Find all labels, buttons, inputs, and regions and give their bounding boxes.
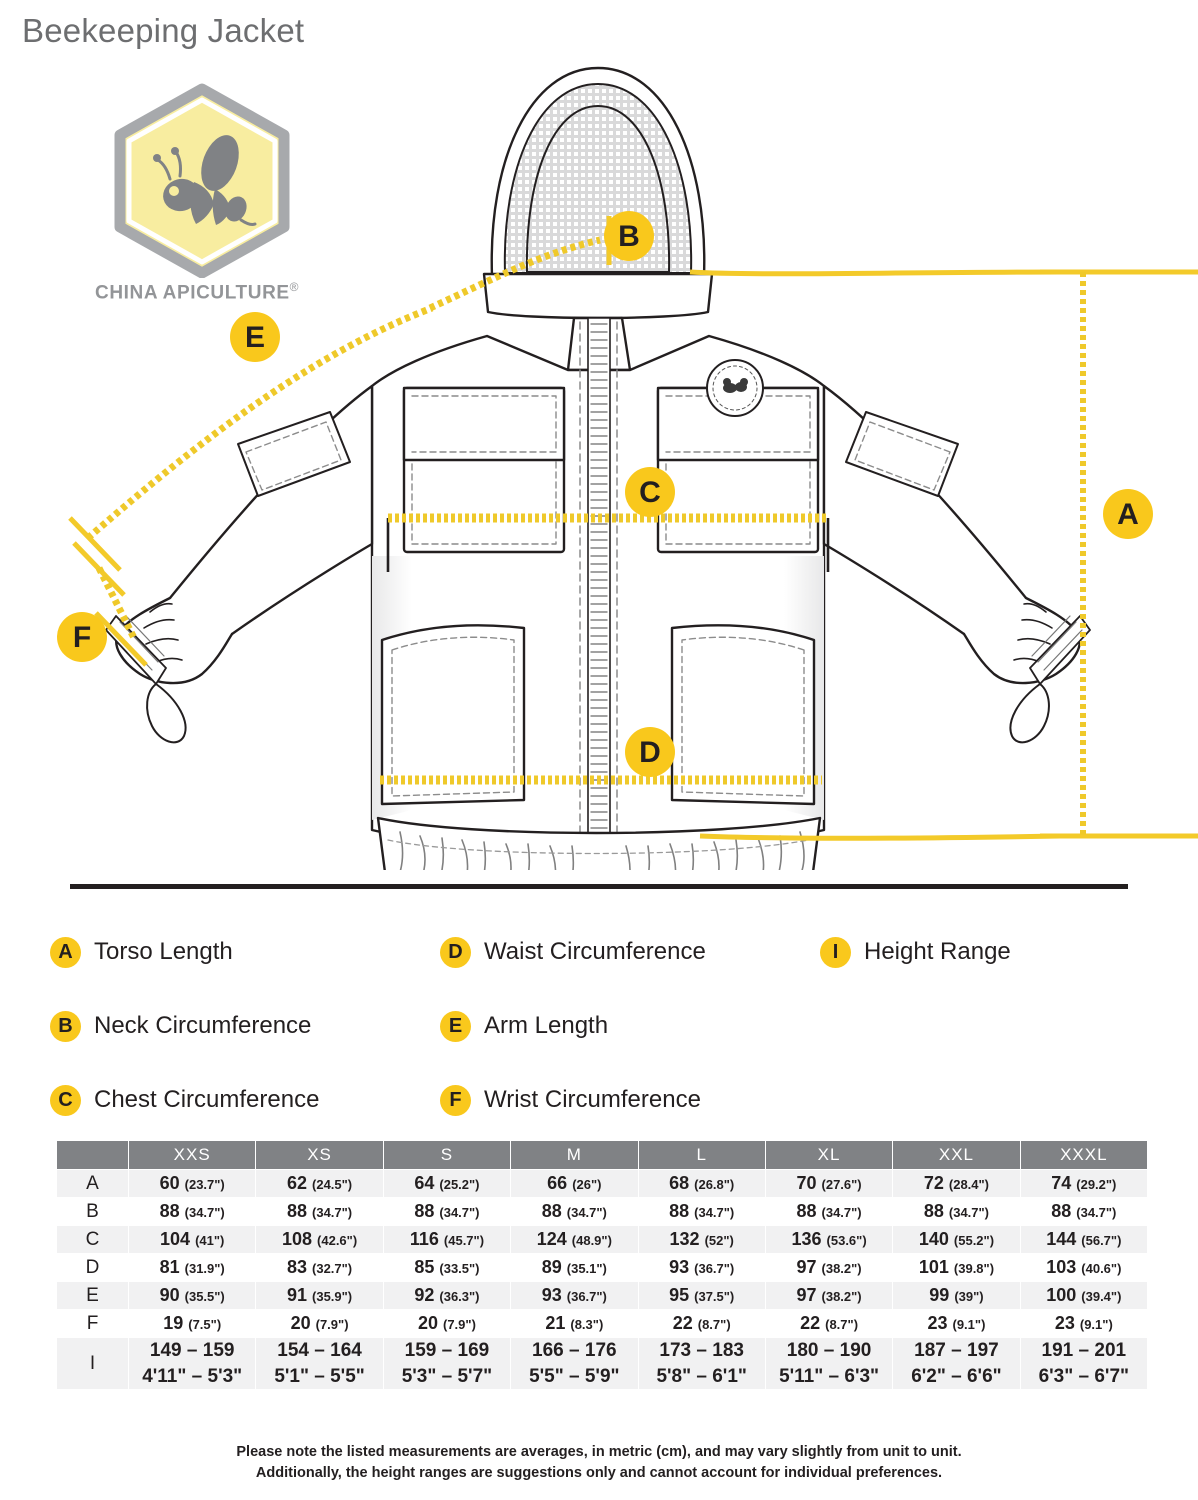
- size-header-xxxl: XXXL: [1020, 1141, 1147, 1170]
- cell-d-m: 89 (35.1"): [511, 1254, 638, 1282]
- size-header-m: M: [511, 1141, 638, 1170]
- cell-b-xxxl: 88 (34.7"): [1020, 1198, 1147, 1226]
- svg-text:A: A: [1117, 498, 1139, 531]
- svg-text:B: B: [618, 220, 640, 253]
- legend-item-e: [440, 1011, 820, 1042]
- legend-badge-b: B: [50, 1011, 81, 1042]
- cell-f-l: 22 (8.7"): [638, 1310, 765, 1338]
- cell-c-xxl: 140 (55.2"): [893, 1226, 1020, 1254]
- cell-b-s: 88 (34.7"): [383, 1198, 510, 1226]
- cell-a-l: 68 (26.8"): [638, 1170, 765, 1198]
- legend-label-c: Chest Circumference: [94, 1086, 320, 1113]
- right-sleeve: [824, 386, 1090, 742]
- cell-i-s: 159 – 169 5'3" – 5'7": [383, 1338, 510, 1390]
- size-header-xxs: XXS: [129, 1141, 256, 1170]
- cell-b-xl: 88 (34.7"): [765, 1198, 892, 1226]
- cell-b-xxs: 88 (34.7"): [129, 1198, 256, 1226]
- cell-c-xxs: 104 (41"): [129, 1226, 256, 1254]
- legend-item-b: [50, 1011, 440, 1042]
- row-key-e: E: [57, 1282, 129, 1310]
- cell-f-xxs: 19 (7.5"): [129, 1310, 256, 1338]
- legend: [50, 915, 1150, 1137]
- cell-e-xxxl: 100 (39.4"): [1020, 1282, 1147, 1310]
- svg-text:E: E: [244, 321, 266, 354]
- row-key-b: B: [57, 1198, 129, 1226]
- cell-e-s: 92 (36.3"): [383, 1282, 510, 1310]
- cell-b-xxl: 88 (34.7"): [893, 1198, 1020, 1226]
- cell-i-l: 173 – 183 5'8" – 6'1": [638, 1338, 765, 1390]
- row-key-c: C: [57, 1226, 129, 1254]
- legend-badge-c: C: [50, 1085, 81, 1116]
- section-divider: [70, 884, 1128, 889]
- cell-e-m: 93 (36.7"): [511, 1282, 638, 1310]
- legend-label-b: Neck Circumference: [94, 1012, 312, 1039]
- cell-d-s: 85 (33.5"): [383, 1254, 510, 1282]
- legend-badge-d: D: [440, 937, 471, 968]
- cell-i-xl: 180 – 190 5'11" – 6'3": [765, 1338, 892, 1390]
- cell-b-l: 88 (34.7"): [638, 1198, 765, 1226]
- cell-i-xxxl: 191 – 201 6'3" – 6'7": [1020, 1338, 1147, 1390]
- legend-label-i: Height Range: [864, 938, 1011, 965]
- brand-name-text: CHINA APICULTURE: [95, 282, 290, 304]
- size-header-xl: XL: [765, 1141, 892, 1170]
- page-title: Beekeeping Jacket: [22, 12, 305, 49]
- size-header-s: S: [383, 1141, 510, 1170]
- cell-c-xs: 108 (42.6"): [256, 1226, 383, 1254]
- legend-badge-e: E: [440, 1011, 471, 1042]
- cell-a-xxl: 72 (28.4"): [893, 1170, 1020, 1198]
- legend-item-c: [50, 1085, 440, 1116]
- legend-item-a: [50, 937, 440, 968]
- cell-b-xs: 88 (34.7"): [256, 1198, 383, 1226]
- left-sleeve: [106, 386, 372, 742]
- legend-badge-i: I: [820, 937, 851, 968]
- cell-f-xxxl: 23 (9.1"): [1020, 1310, 1147, 1338]
- cell-c-xxxl: 144 (56.7"): [1020, 1226, 1147, 1254]
- svg-text:C: C: [639, 476, 661, 509]
- table-row-a: [57, 1170, 1148, 1198]
- cell-c-xl: 136 (53.6"): [765, 1226, 892, 1254]
- cell-e-xs: 91 (35.9"): [256, 1282, 383, 1310]
- footer-line-1: Please note the listed measurements are averages, in metric (cm), and may vary slightly from unit to unit.: [236, 1444, 962, 1460]
- size-header-l: L: [638, 1141, 765, 1170]
- beekeeping-jacket-diagram: [0, 40, 1198, 870]
- cell-d-xs: 83 (32.7"): [256, 1254, 383, 1282]
- legend-item-i: [820, 937, 1150, 968]
- size-chart-table: [56, 1140, 1148, 1390]
- cell-i-xs: 154 – 164 5'1" – 5'5": [256, 1338, 383, 1390]
- cell-d-l: 93 (36.7"): [638, 1254, 765, 1282]
- cell-d-xl: 97 (38.2"): [765, 1254, 892, 1282]
- dimension-line-A: [1040, 272, 1198, 836]
- registered-mark: ®: [289, 280, 300, 294]
- cell-f-xs: 20 (7.9"): [256, 1310, 383, 1338]
- cell-c-l: 132 (52"): [638, 1226, 765, 1254]
- footer-line-2: Additionally, the height ranges are suggestions only and cannot account for individual preferences.: [255, 1465, 943, 1482]
- cell-f-s: 20 (7.9"): [383, 1310, 510, 1338]
- table-row-b: [57, 1198, 1148, 1226]
- cell-i-m: 166 – 176 5'5" – 5'9": [511, 1338, 638, 1390]
- cell-c-s: 116 (45.7"): [383, 1226, 510, 1254]
- footer-note: [0, 1442, 1198, 1484]
- row-key-a: A: [57, 1170, 129, 1198]
- legend-label-a: Torso Length: [94, 938, 233, 965]
- size-header-xs: XS: [256, 1141, 383, 1170]
- svg-text:D: D: [639, 736, 661, 769]
- table-body: [57, 1170, 1148, 1390]
- table-row-c: [57, 1226, 1148, 1254]
- cell-a-m: 66 (26"): [511, 1170, 638, 1198]
- table-header-row: [57, 1141, 1148, 1170]
- table-row-d: [57, 1254, 1148, 1282]
- cell-c-m: 124 (48.9"): [511, 1226, 638, 1254]
- cell-f-xxl: 23 (9.1"): [893, 1310, 1020, 1338]
- legend-item-f: [440, 1085, 820, 1116]
- cell-a-s: 64 (25.2"): [383, 1170, 510, 1198]
- cell-i-xxl: 187 – 197 6'2" – 6'6": [893, 1338, 1020, 1390]
- cell-d-xxl: 101 (39.8"): [893, 1254, 1020, 1282]
- table-row-f: [57, 1310, 1148, 1338]
- left-chest-pocket: [404, 388, 564, 552]
- cell-a-xxs: 60 (23.7"): [129, 1170, 256, 1198]
- table-header: [57, 1141, 1148, 1170]
- cell-e-xxl: 99 (39"): [893, 1282, 1020, 1310]
- svg-text:F: F: [72, 621, 92, 654]
- cell-d-xxs: 81 (31.9"): [129, 1254, 256, 1282]
- bee-logo-patch: [707, 360, 763, 416]
- legend-item-d: [440, 937, 820, 968]
- cell-e-xxs: 90 (35.5"): [129, 1282, 256, 1310]
- row-key-f: F: [57, 1310, 129, 1338]
- cell-e-xl: 97 (38.2"): [765, 1282, 892, 1310]
- legend-label-e: Arm Length: [484, 1012, 609, 1039]
- size-header-xxl: XXL: [893, 1141, 1020, 1170]
- right-hip-pocket: [672, 625, 814, 804]
- row-key-i: I: [57, 1338, 129, 1390]
- cell-b-m: 88 (34.7"): [511, 1198, 638, 1226]
- cell-i-xxs: 149 – 159 4'11" – 5'3": [129, 1338, 256, 1390]
- cell-e-l: 95 (37.5"): [638, 1282, 765, 1310]
- row-key-d: D: [57, 1254, 129, 1282]
- legend-label-f: Wrist Circumference: [484, 1086, 701, 1113]
- cell-a-xxxl: 74 (29.2"): [1020, 1170, 1147, 1198]
- cell-a-xs: 62 (24.5"): [256, 1170, 383, 1198]
- cell-a-xl: 70 (27.6"): [765, 1170, 892, 1198]
- cell-d-xxxl: 103 (40.6"): [1020, 1254, 1147, 1282]
- legend-label-d: Waist Circumference: [484, 938, 706, 965]
- table-row-i: [57, 1338, 1148, 1390]
- legend-badge-a: A: [50, 937, 81, 968]
- cell-f-xl: 22 (8.7"): [765, 1310, 892, 1338]
- cell-f-m: 21 (8.3"): [511, 1310, 638, 1338]
- table-row-e: [57, 1282, 1148, 1310]
- legend-badge-f: F: [440, 1085, 471, 1116]
- table-corner-cell: [57, 1141, 129, 1170]
